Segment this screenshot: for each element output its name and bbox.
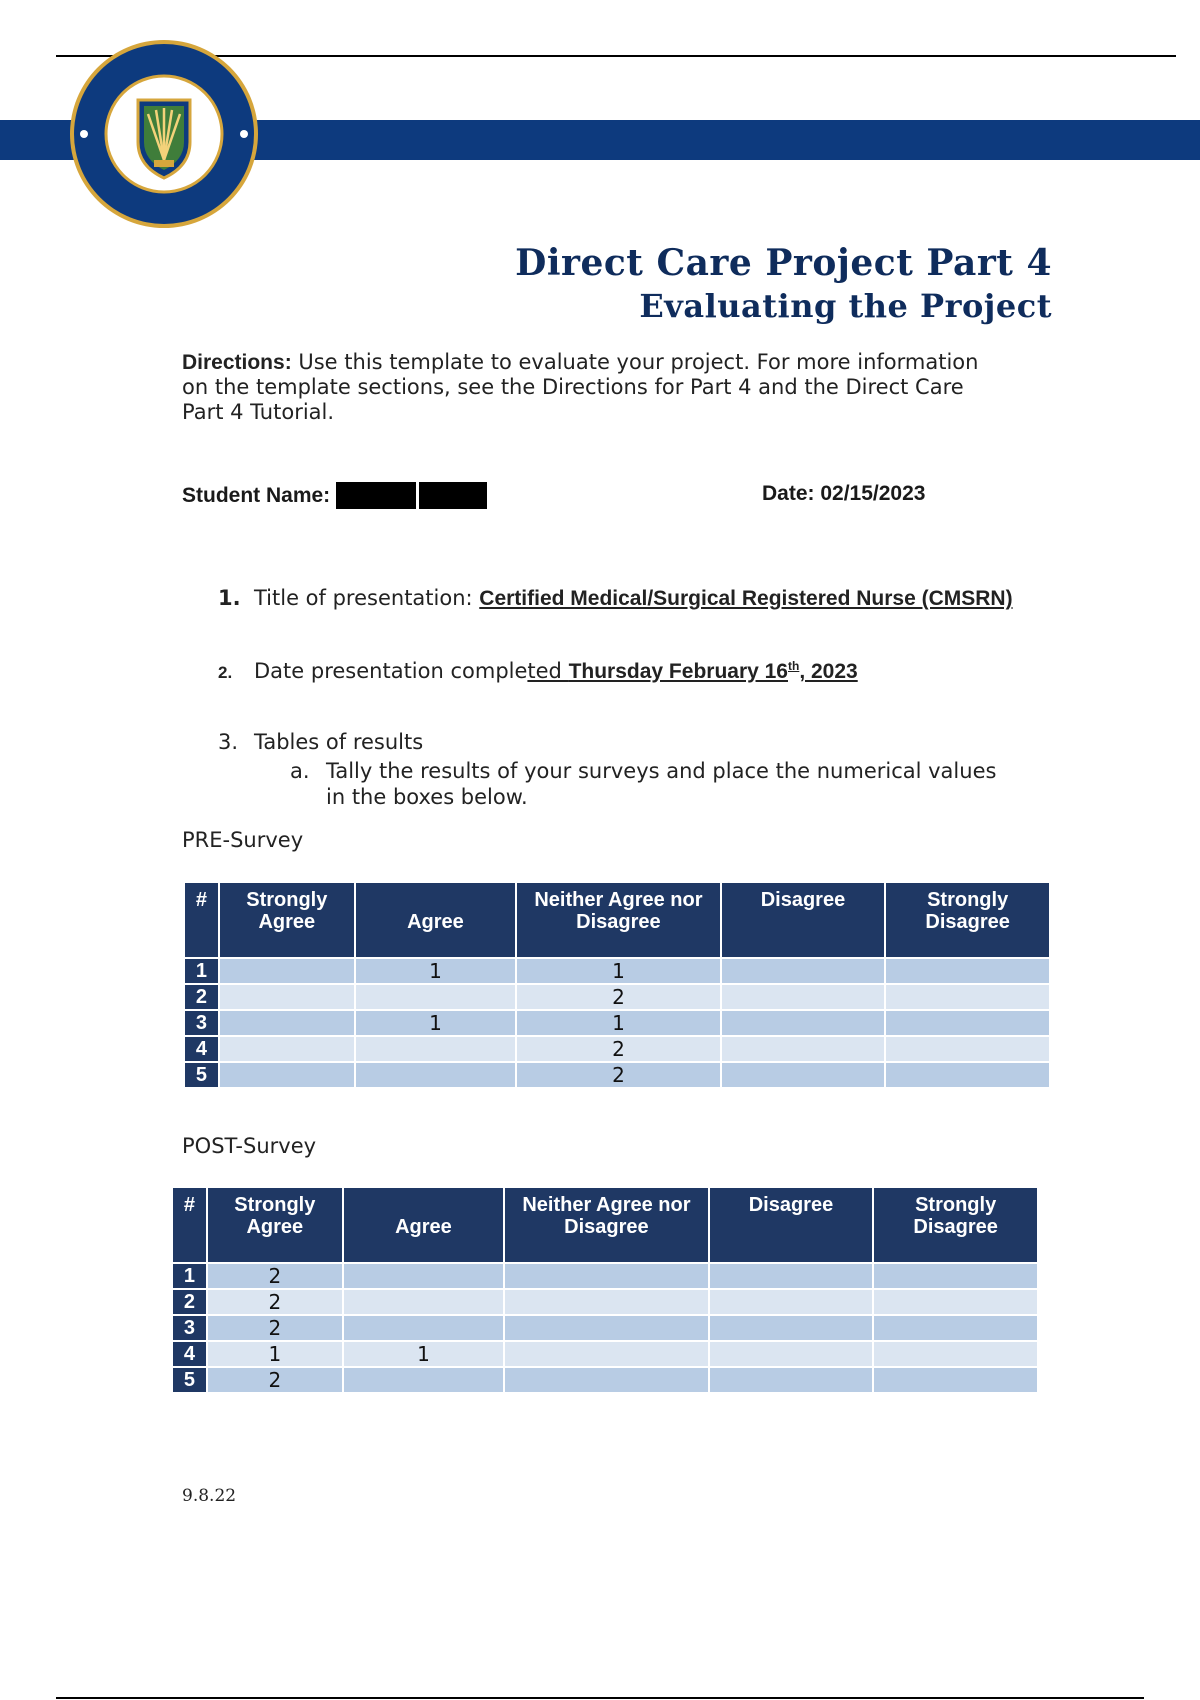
post-survey-table: [171, 1186, 1039, 1394]
pre-survey-table: [183, 881, 1051, 1089]
document-subtitle: Evaluating the Project: [639, 287, 1052, 325]
table-cell: [873, 1367, 1038, 1393]
item-number: 3.: [218, 730, 239, 754]
column-header: Strongly Disagree: [885, 882, 1050, 958]
table-cell: [885, 1062, 1050, 1088]
table-cell: [709, 1367, 874, 1393]
table-cell: [343, 1263, 505, 1289]
table-cell: [721, 1010, 886, 1036]
table-cell: 2: [207, 1289, 343, 1315]
table-cell: [873, 1315, 1038, 1341]
subitem-letter: a.: [290, 759, 310, 783]
bottom-rule: [56, 1697, 1144, 1699]
table-cell: [343, 1289, 505, 1315]
table-cell: [721, 958, 886, 984]
table-cell: [355, 984, 517, 1010]
table-cell: [219, 1010, 355, 1036]
document-title: Direct Care Project Part 4: [515, 242, 1052, 284]
column-header: Agree: [355, 882, 517, 958]
table-row: [172, 1367, 1038, 1393]
item-tables-of-results: [218, 730, 423, 754]
column-header: #: [184, 882, 219, 958]
presentation-title-value: Certified Medical/Surgical Registered Nurse (CMSRN): [479, 587, 1013, 610]
subitem-tally-instructions: [290, 758, 1010, 810]
table-row: [184, 1010, 1050, 1036]
student-name-label: Student Name:: [182, 483, 331, 507]
table-cell: 1: [355, 958, 517, 984]
table-cell: [219, 984, 355, 1010]
table-cell: [504, 1367, 708, 1393]
table-cell: [504, 1315, 708, 1341]
column-header: Disagree: [709, 1187, 874, 1263]
table-cell: [885, 1036, 1050, 1062]
table-cell: 2: [516, 1062, 720, 1088]
item-label: Title of presentation:: [254, 586, 480, 610]
date-value-part: ted: [527, 659, 569, 683]
table-cell: [343, 1367, 505, 1393]
table-cell: [885, 984, 1050, 1010]
table-header-row: [184, 882, 1050, 958]
item-date-completed: [218, 659, 858, 684]
column-header: Strongly Disagree: [873, 1187, 1038, 1263]
item-number: 2.: [218, 663, 233, 682]
table-cell: 1: [207, 1341, 343, 1367]
item-number: 1.: [218, 586, 241, 610]
redacted-first-name: [336, 482, 416, 509]
date-value-bold: Thursday February 16: [568, 660, 788, 683]
table-cell: [721, 984, 886, 1010]
table-cell: [504, 1341, 708, 1367]
column-header: Strongly Agree: [207, 1187, 343, 1263]
table-cell: [219, 1062, 355, 1088]
directions-text: Use this template to evaluate your project. For more information on the template sections, see the Directions for Part 4 and the Direct Care Part 4 Tutorial.: [182, 350, 979, 424]
table-cell: 1: [516, 958, 720, 984]
pre-survey-caption: PRE-Survey: [182, 828, 304, 852]
row-number: 1: [184, 958, 219, 984]
table-cell: [721, 1062, 886, 1088]
table-cell: [885, 1010, 1050, 1036]
item-label: Tables of results: [254, 730, 424, 754]
table-cell: [504, 1263, 708, 1289]
table-cell: [709, 1289, 874, 1315]
row-number: 5: [172, 1367, 207, 1393]
table-cell: [709, 1315, 874, 1341]
date-value-sup: th: [788, 659, 800, 673]
table-cell: [219, 1036, 355, 1062]
table-row: [184, 958, 1050, 984]
table-row: [172, 1341, 1038, 1367]
post-survey-caption: POST-Survey: [182, 1134, 317, 1158]
table-cell: [873, 1341, 1038, 1367]
table-row: [172, 1263, 1038, 1289]
table-cell: 2: [516, 984, 720, 1010]
date-value-end: , 2023: [799, 660, 858, 683]
item-label: Date presentation comple: [254, 659, 528, 683]
table-row: [184, 1062, 1050, 1088]
table-cell: 1: [355, 1010, 517, 1036]
table-cell: [709, 1263, 874, 1289]
row-number: 5: [184, 1062, 219, 1088]
table-cell: [885, 958, 1050, 984]
table-row: [172, 1289, 1038, 1315]
redacted-last-name: [419, 482, 487, 509]
table-header-row: [172, 1187, 1038, 1263]
document-title-block: [515, 240, 1052, 326]
row-number: 3: [184, 1010, 219, 1036]
table-cell: [721, 1036, 886, 1062]
table-cell: 2: [516, 1036, 720, 1062]
student-name-row: [182, 482, 487, 509]
table-cell: [219, 958, 355, 984]
table-cell: [355, 1036, 517, 1062]
column-header: Strongly Agree: [219, 882, 355, 958]
table-cell: 2: [207, 1367, 343, 1393]
row-number: 2: [184, 984, 219, 1010]
column-header: Neither Agree nor Disagree: [504, 1187, 708, 1263]
table-cell: [709, 1341, 874, 1367]
university-seal-logo: [68, 38, 260, 230]
date-field: Date: 02/15/2023: [762, 482, 926, 505]
row-number: 2: [172, 1289, 207, 1315]
table-cell: [355, 1062, 517, 1088]
table-cell: 2: [207, 1263, 343, 1289]
table-cell: 1: [516, 1010, 720, 1036]
column-header: Neither Agree nor Disagree: [516, 882, 720, 958]
subitem-text: Tally the results of your surveys and place the numerical values in the boxes below.: [326, 759, 997, 809]
table-row: [184, 1036, 1050, 1062]
directions-label: Directions:: [182, 351, 292, 374]
column-header: Disagree: [721, 882, 886, 958]
item-title-of-presentation: [218, 586, 1013, 611]
row-number: 4: [172, 1341, 207, 1367]
table-cell: [873, 1289, 1038, 1315]
row-number: 1: [172, 1263, 207, 1289]
table-cell: [343, 1315, 505, 1341]
column-header: Agree: [343, 1187, 505, 1263]
row-number: 3: [172, 1315, 207, 1341]
footer-version: 9.8.22: [182, 1486, 237, 1506]
directions-paragraph: [182, 350, 1002, 425]
column-header: #: [172, 1187, 207, 1263]
row-number: 4: [184, 1036, 219, 1062]
table-row: [184, 984, 1050, 1010]
table-cell: 1: [343, 1341, 505, 1367]
table-row: [172, 1315, 1038, 1341]
table-cell: 2: [207, 1315, 343, 1341]
table-cell: [504, 1289, 708, 1315]
table-cell: [873, 1263, 1038, 1289]
